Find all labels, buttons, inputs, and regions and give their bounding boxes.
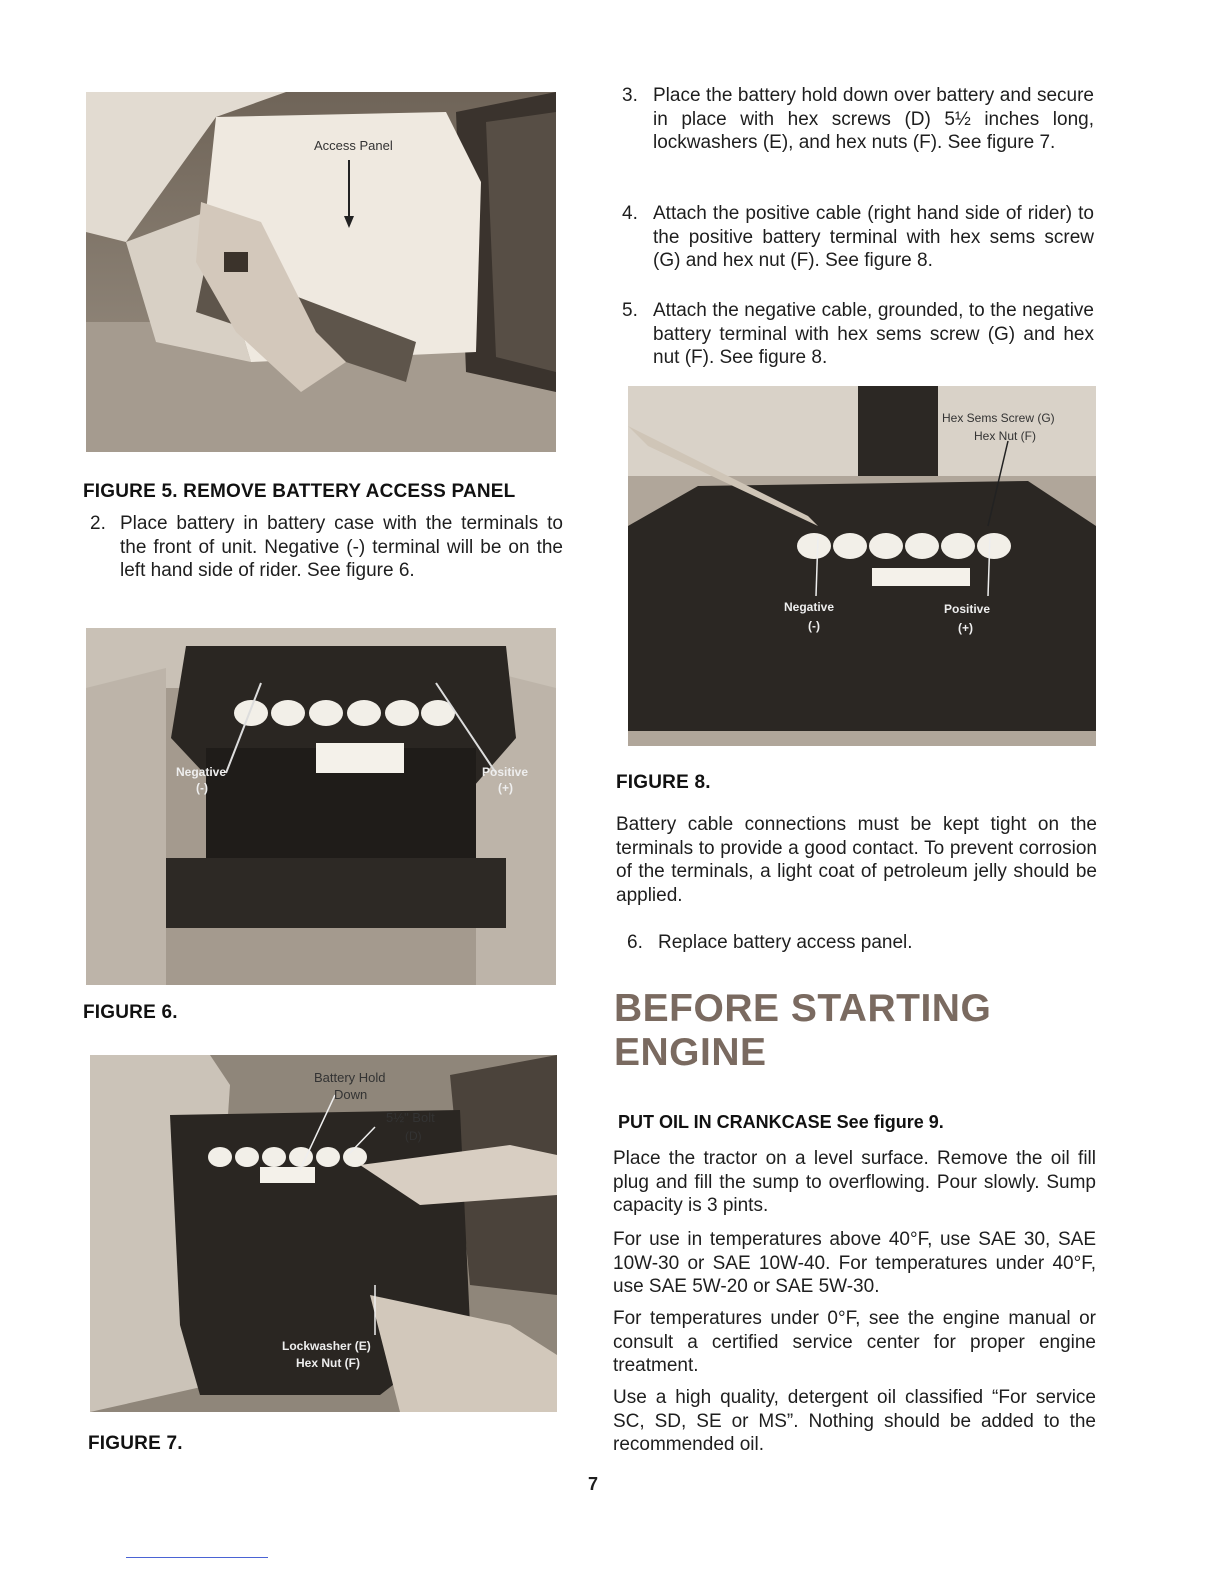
footer-rule — [126, 1557, 268, 1558]
figure-8-photo — [628, 386, 1096, 746]
figure-7-photo — [90, 1055, 557, 1412]
oil-paragraph-3: For temperatures under 0°F, see the engine manual or consult a certified service center for proper engine treatment. — [613, 1308, 1096, 1376]
section-title-line-1: BEFORE STARTING — [614, 987, 992, 1030]
step-4-text: Attach the positive cable (right hand side of rider) to the positive battery terminal with hex sems screw (G) and hex nut (F). See figure 8. — [653, 203, 1094, 271]
oil-paragraph-4: Use a high quality, detergent oil classified “For service SC, SD, SE or MS”. Nothing should be added to the recommended oil. — [613, 1387, 1096, 1455]
fig8-label-hex-nut: Hex Nut (F) — [974, 429, 1037, 443]
step-4-number: 4. — [622, 203, 638, 224]
fig8-label-positive: Positive — [944, 602, 991, 616]
fig7-label-bolt: 5½" Bolt — [386, 1110, 435, 1125]
step-3 — [622, 84, 1094, 155]
fig6-label-negative: Negative — [176, 765, 227, 779]
battery-maintenance-note: Battery cable connections must be kept tight on the terminals to provide a good contact. To prevent corrosion of the terminals, a light coat of petroleum jelly should be applied. — [616, 814, 1097, 906]
step-5-text: Attach the negative cable, grounded, to the negative battery terminal with hex sems screw (G) and hex nut (F). See figure 8. — [653, 300, 1094, 368]
step-4 — [622, 202, 1094, 273]
figure-5-photo — [86, 92, 556, 452]
figure-6-photo — [86, 628, 556, 985]
fig7-label-hex-nut: Hex Nut (F) — [296, 1356, 360, 1370]
step-2-number: 2. — [90, 513, 106, 534]
fig8-label-hex-sems-screw: Hex Sems Screw (G) — [942, 411, 1055, 425]
step-3-number: 3. — [622, 85, 638, 106]
page-number: 7 — [588, 1474, 599, 1494]
fig8-label-negative: Negative — [784, 600, 835, 614]
step-6-text: Replace battery access panel. — [658, 932, 913, 953]
fig7-label-down: Down — [334, 1087, 368, 1102]
oil-paragraph-1: Place the tractor on a level surface. Remove the oil fill plug and fill the sump to overflowing. Pour slowly. Sump capacity is 3 pints. — [613, 1148, 1096, 1216]
step-2-text: Place battery in battery case with the terminals to the front of unit. Negative (-) terminal will be on the left hand side of rider. See figure 6. — [120, 513, 563, 581]
fig8-label-positive-sign: (+) — [958, 621, 973, 635]
figure-5-caption: FIGURE 5. REMOVE BATTERY ACCESS PANEL — [83, 481, 516, 502]
figure-8-caption: FIGURE 8. — [616, 772, 711, 793]
step-5 — [622, 299, 1094, 370]
fig7-label-bolt-d: (D) — [405, 1129, 422, 1143]
fig8-label-negative-sign: (-) — [808, 619, 820, 633]
step-5-number: 5. — [622, 300, 638, 321]
fig6-label-positive: Positive — [482, 765, 529, 779]
section-title-line-2: ENGINE — [614, 1031, 767, 1074]
step-3-text: Place the battery hold down over battery and secure in place with hex screws (D) 5½ inches long, lockwashers (E), and hex nuts (F). See figure 7. — [653, 85, 1094, 153]
fig6-label-negative-sign: (-) — [196, 781, 208, 795]
figure-7-caption: FIGURE 7. — [88, 1433, 183, 1454]
step-2 — [90, 512, 563, 583]
step-6 — [627, 931, 1094, 955]
oil-paragraph-2: For use in temperatures above 40°F, use SAE 30, SAE 10W-30 or SAE 10W-40. For temperatures under 40°F, use SAE 5W-20 or SAE 5W-30. — [613, 1229, 1096, 1297]
fig6-label-positive-sign: (+) — [498, 781, 513, 795]
fig7-label-lockwasher: Lockwasher (E) — [282, 1339, 371, 1353]
fig5-label-access-panel: Access Panel — [314, 138, 393, 153]
figure-6-caption: FIGURE 6. — [83, 1002, 178, 1023]
fig7-label-battery-hold: Battery Hold — [314, 1070, 386, 1085]
section-subheading: PUT OIL IN CRANKCASE See figure 9. — [618, 1112, 944, 1132]
step-6-number: 6. — [627, 932, 643, 953]
